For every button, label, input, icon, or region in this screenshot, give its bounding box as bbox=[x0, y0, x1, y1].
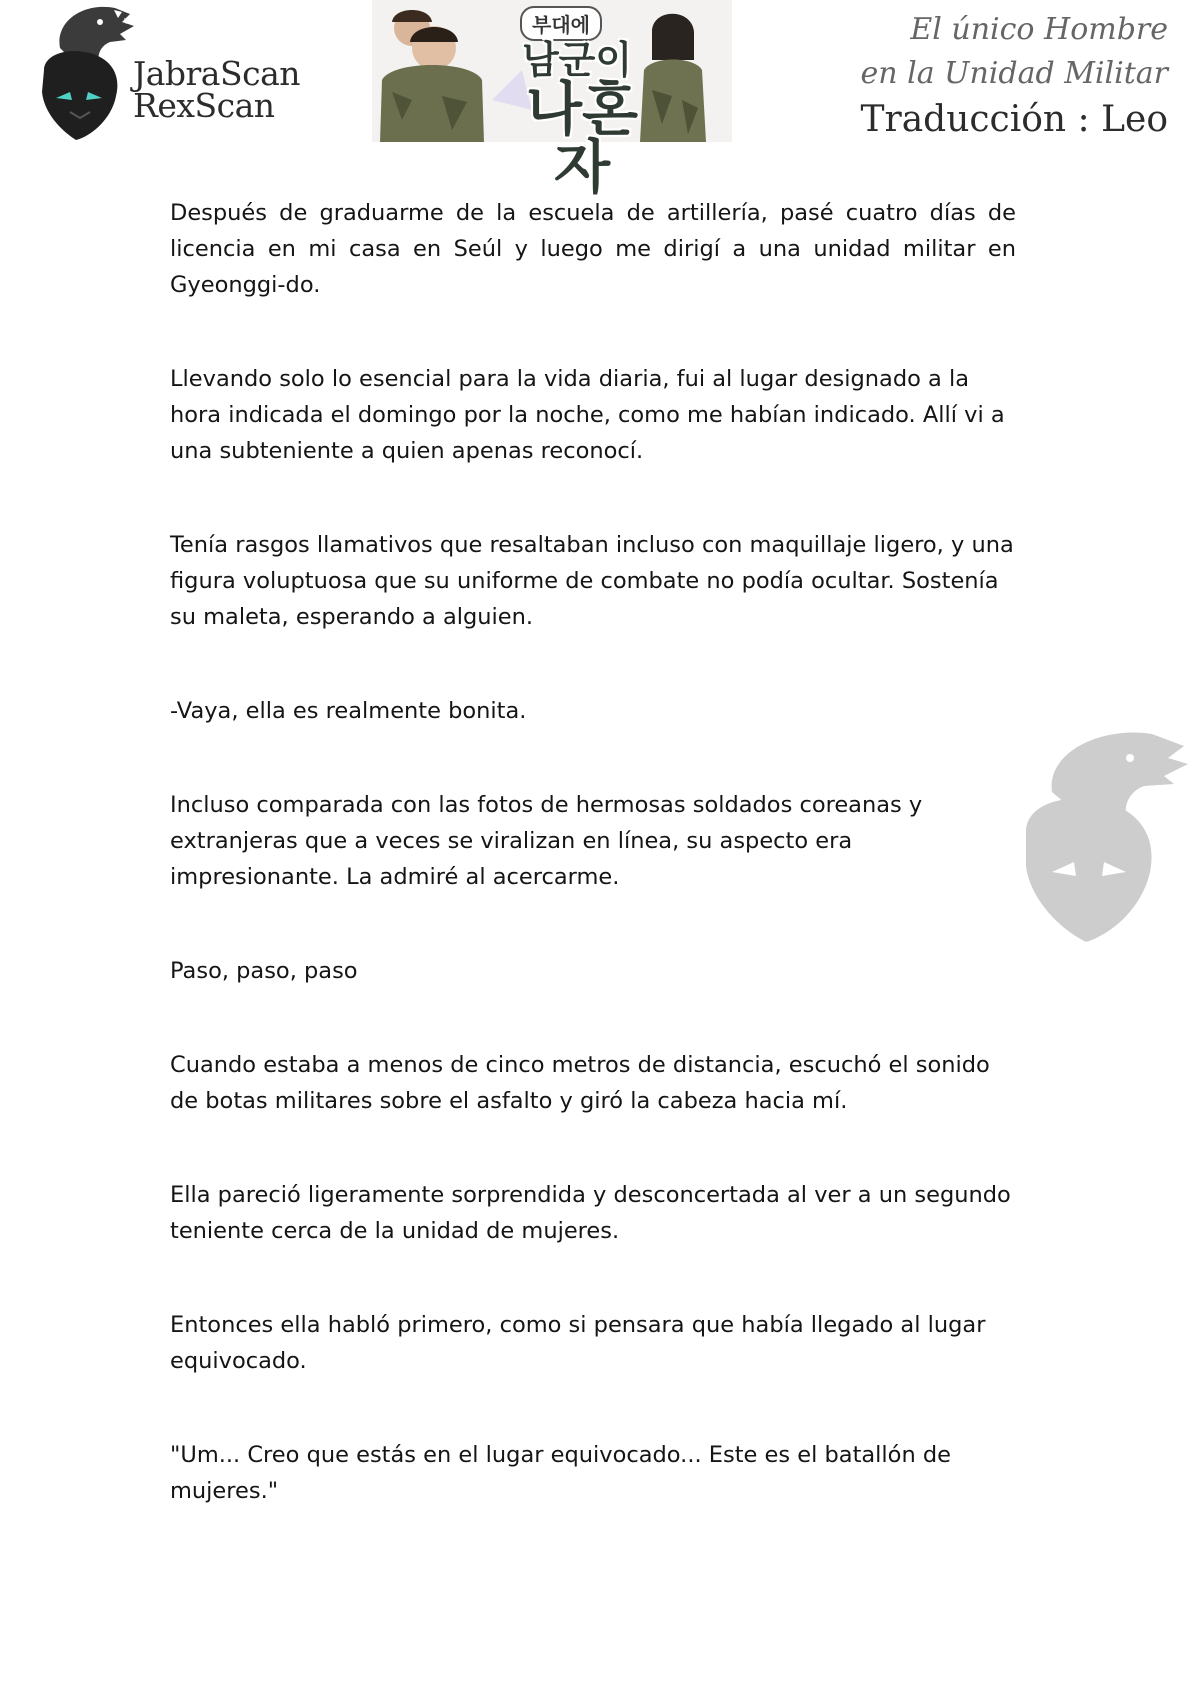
dinosaur-watermark-icon bbox=[1012, 722, 1190, 944]
paragraph: "Um... Creo que estás en el lugar equivocado... Este es el batallón de mujeres." bbox=[170, 1442, 951, 1504]
brand-line-2: RexScan bbox=[133, 86, 275, 125]
paragraph: Incluso comparada con las fotos de hermosas soldados coreanas y extranjeras que a veces se viralizan en línea, su aspecto era impresionante. La admiré al acercarme. bbox=[170, 792, 923, 890]
dinosaur-logo-icon bbox=[30, 0, 140, 145]
paragraph: -Vaya, ella es realmente bonita. bbox=[170, 698, 527, 724]
cover-title bbox=[482, 38, 662, 201]
cover-title-line-1: 남군이 bbox=[521, 38, 633, 82]
cover-art bbox=[372, 0, 732, 201]
paragraph: Ella pareció ligeramente sorprendida y desconcertada al ver a un segundo teniente cerca de la unidad de mujeres. bbox=[170, 1182, 1011, 1244]
page-header bbox=[0, 0, 1190, 201]
brand-name bbox=[133, 54, 300, 125]
paragraph: Después de graduarme de la escuela de artillería, pasé cuatro días de licencia en mi casa en Seúl y luego me dirigí a una unidad militar en Gyeonggi-do. bbox=[170, 200, 1016, 298]
paragraph: Cuando estaba a menos de cinco metros de distancia, escuchó el sonido de botas militares sobre el asfalto y giró la cabeza hacia mí. bbox=[170, 1052, 990, 1114]
paragraph: Llevando solo lo esencial para la vida diaria, fui al lugar designado a la hora indicada el domingo por la noche, como me habían indicado. Allí vi a una subteniente a quien apenas reconocí. bbox=[170, 366, 1005, 464]
series-title bbox=[860, 8, 1168, 144]
cover-tag: 부대에 bbox=[520, 6, 602, 41]
translator-credit: Traducción : Leo bbox=[860, 99, 1168, 140]
series-title-line-1: El único Hombre bbox=[910, 12, 1168, 47]
paragraph: Tenía rasgos llamativos que resaltaban incluso con maquillaje ligero, y una figura voluptuosa que su uniforme de combate no podía ocultar. Sostenía su maleta, esperando a alguien. bbox=[170, 532, 1014, 630]
series-title-line-2: en la Unidad Militar bbox=[860, 56, 1168, 91]
brand-line-1: JabraScan bbox=[133, 54, 300, 93]
paragraph: Entonces ella habló primero, como si pensara que había llegado al lugar equivocado. bbox=[170, 1312, 986, 1374]
paragraph: Paso, paso, paso bbox=[170, 958, 358, 984]
cover-title-line-2: 나혼자 bbox=[525, 75, 639, 201]
chapter-text bbox=[170, 195, 1016, 1509]
